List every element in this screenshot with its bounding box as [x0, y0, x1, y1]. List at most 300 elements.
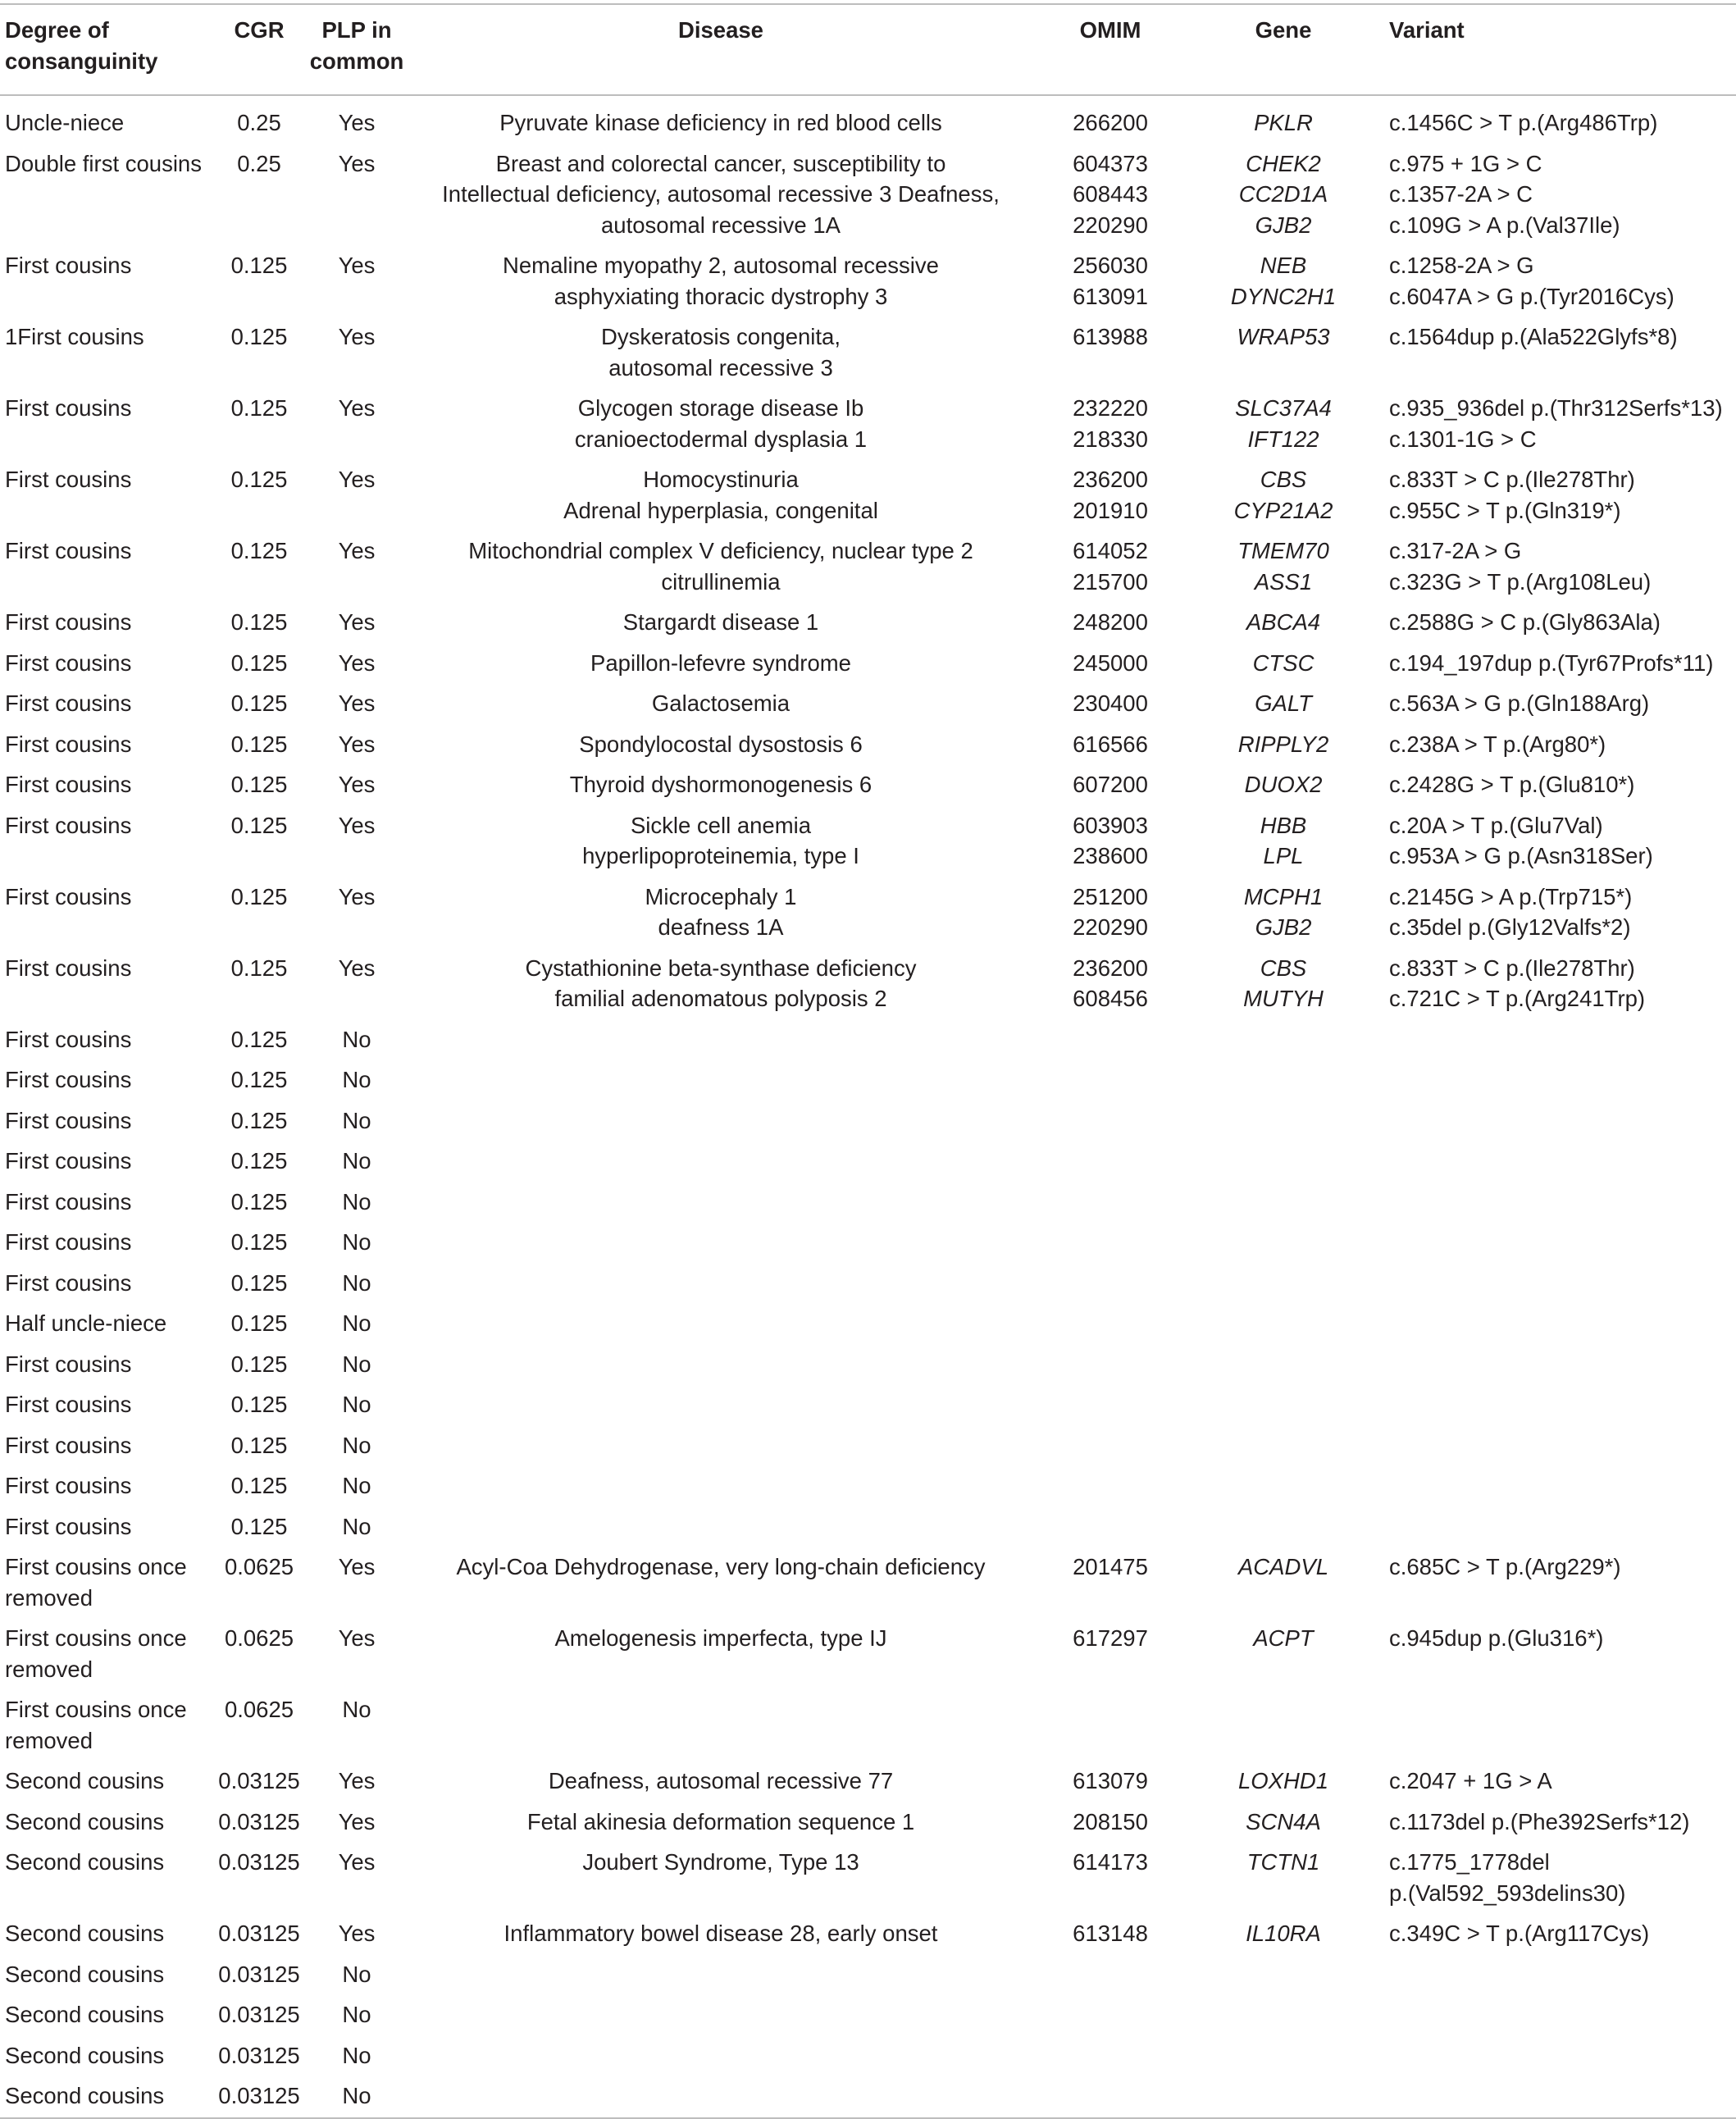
cell-disease: [407, 1547, 1035, 1619]
cell-disease: [407, 1914, 1035, 1955]
cell-degree-line: First cousins: [5, 1269, 132, 1296]
cell-gene: [1186, 1507, 1381, 1548]
table-row: [0, 603, 1736, 644]
cell-variant-line: c.953A > G p.(Asn318Ser): [1389, 843, 1653, 868]
cell-plp: Yes: [338, 772, 376, 797]
cell-disease-line: Inflammatory bowel disease 28, early onset: [503, 1921, 938, 1946]
table-row: [0, 1843, 1736, 1914]
cell-disease: [407, 1955, 1035, 1996]
cell-gene-line: SCN4A: [1246, 1808, 1321, 1834]
cell-disease: [407, 684, 1035, 725]
cell-gene-line: DYNC2H1: [1230, 283, 1337, 309]
table-row: [0, 1619, 1736, 1690]
header-omim: OMIM: [1079, 17, 1141, 43]
cell-variant-line: c.6047A > G p.(Tyr2016Cys): [1389, 283, 1674, 309]
cell-variant: [1381, 1466, 1736, 1507]
table-row: [0, 877, 1736, 949]
cell-plp: Yes: [338, 1554, 376, 1579]
cell-gene-line: CYP21A2: [1233, 497, 1333, 523]
cell-variant: [1381, 1619, 1736, 1690]
table-row: [0, 1914, 1736, 1955]
cell-omim-line: 236200: [1073, 955, 1148, 981]
table-row: [0, 1507, 1736, 1548]
table-body: [0, 95, 1736, 2118]
cell-degree: [0, 144, 212, 247]
cell-omim-line: 616566: [1073, 731, 1148, 757]
cell-omim-line: 215700: [1073, 568, 1148, 595]
cell-disease-line: citrullinemia: [661, 568, 781, 595]
cell-cgr: 0.125: [230, 955, 288, 981]
header-plp: [307, 4, 407, 95]
cell-gene-line: HBB: [1260, 812, 1307, 838]
cell-disease: [407, 1802, 1035, 1843]
cell-cgr: 0.125: [230, 1513, 288, 1539]
cell-gene-line: LOXHD1: [1237, 1768, 1329, 1793]
cell-disease: [407, 603, 1035, 644]
cell-omim: [1035, 2076, 1186, 2118]
cell-variant: [1381, 2036, 1736, 2077]
cell-cgr: 0.125: [230, 812, 288, 838]
cell-cgr: 0.125: [230, 609, 288, 635]
cell-gene: [1186, 2036, 1381, 2077]
cell-omim: [1035, 1619, 1186, 1690]
cell-omim: [1035, 603, 1186, 644]
cell-disease: [407, 1690, 1035, 1761]
cell-disease: [407, 1761, 1035, 1802]
cell-plp: No: [342, 1229, 371, 1255]
cell-omim: [1035, 1060, 1186, 1101]
cell-disease-line: autosomal recessive 1A: [601, 212, 841, 238]
cell-omim: [1035, 1385, 1186, 1426]
cell-variant-line: c.323G > T p.(Arg108Leu): [1389, 568, 1652, 595]
cell-omim: [1035, 1101, 1186, 1142]
cell-variant: [1381, 95, 1736, 144]
cell-degree-line: First cousins: [5, 609, 132, 635]
cell-gene-line: IL10RA: [1246, 1921, 1321, 1946]
cell-plp: Yes: [338, 812, 376, 838]
table-row: [0, 1345, 1736, 1386]
cell-variant: [1381, 684, 1736, 725]
cell-omim-line: 613079: [1073, 1768, 1148, 1793]
cell-gene: [1186, 1955, 1381, 1996]
cell-omim-line: 238600: [1073, 843, 1148, 868]
cell-omim-line: 232220: [1073, 395, 1148, 421]
cell-degree-line: Second cousins: [5, 2083, 165, 2108]
cell-omim-line: 603903: [1073, 812, 1148, 838]
cell-variant: [1381, 806, 1736, 877]
cell-disease-line: Breast and colorectal cancer, susceptibility to: [495, 150, 946, 176]
cell-gene: [1186, 1843, 1381, 1914]
cell-disease: [407, 806, 1035, 877]
header-degree-line2: consanguinity: [5, 48, 158, 74]
table-row: [0, 1690, 1736, 1761]
cell-omim: [1035, 1914, 1186, 1955]
cell-cgr: 0.03125: [218, 1921, 300, 1946]
cell-cgr: 0.125: [230, 1351, 288, 1377]
cell-degree: [0, 1995, 212, 2036]
cell-degree: [0, 806, 212, 877]
cell-omim: [1035, 644, 1186, 685]
cell-variant: [1381, 1843, 1736, 1914]
cell-variant: [1381, 725, 1736, 766]
cell-degree-line: removed: [5, 1584, 93, 1611]
cell-variant: [1381, 144, 1736, 247]
table-row: [0, 1020, 1736, 1061]
cell-variant: [1381, 1547, 1736, 1619]
cell-disease-line: Microcephaly 1: [645, 883, 797, 909]
cell-cgr: 0.125: [230, 1432, 288, 1458]
cell-plp: No: [342, 1188, 371, 1214]
cell-gene-line: CBS: [1260, 955, 1307, 981]
cell-degree-line: Second cousins: [5, 1768, 165, 1793]
cell-disease: [407, 2036, 1035, 2077]
cell-plp: Yes: [338, 1921, 376, 1946]
cell-disease: [407, 1101, 1035, 1142]
cell-disease: [407, 1385, 1035, 1426]
cell-variant: [1381, 1345, 1736, 1386]
cell-variant-line: c.685C > T p.(Arg229*): [1389, 1554, 1621, 1579]
cell-cgr: 0.125: [230, 324, 288, 349]
cell-plp: Yes: [338, 150, 376, 176]
cell-variant: [1381, 460, 1736, 531]
cell-degree: [0, 246, 212, 317]
cell-degree-line: First cousins once: [5, 1625, 187, 1651]
cell-gene: [1186, 95, 1381, 144]
cell-disease-line: Glycogen storage disease Ib: [577, 395, 864, 421]
cell-disease: [407, 1020, 1035, 1061]
cell-omim: [1035, 531, 1186, 603]
cell-variant: [1381, 2076, 1736, 2118]
cell-omim-line: 201910: [1073, 497, 1148, 523]
cell-variant-line: c.721C > T p.(Arg241Trp): [1389, 986, 1646, 1011]
header-cgr: CGR: [234, 17, 285, 43]
table-row: [0, 1995, 1736, 2036]
header-gene: Gene: [1255, 17, 1312, 43]
cell-omim: [1035, 725, 1186, 766]
cell-degree: [0, 1223, 212, 1264]
cell-disease: [407, 1619, 1035, 1690]
cell-variant: [1381, 246, 1736, 317]
cell-variant-line: p.(Val592_593delins30): [1389, 1880, 1626, 1906]
table-row: [0, 644, 1736, 685]
cell-variant: [1381, 1142, 1736, 1183]
cell-gene: [1186, 1101, 1381, 1142]
cell-disease: [407, 765, 1035, 806]
cell-gene-line: TCTN1: [1246, 1849, 1320, 1875]
cell-degree-line: First cousins: [5, 1513, 132, 1539]
cell-degree-line: Second cousins: [5, 1808, 165, 1834]
cell-omim: [1035, 949, 1186, 1020]
cell-omim-line: 208150: [1073, 1808, 1148, 1834]
cell-degree: [0, 1955, 212, 1996]
cell-disease-line: Acyl-Coa Dehydrogenase, very long-chain deficiency: [456, 1554, 986, 1579]
cell-plp: No: [342, 1473, 371, 1498]
cell-plp: Yes: [338, 324, 376, 349]
header-row: [0, 4, 1736, 95]
cell-plp: Yes: [338, 609, 376, 635]
cell-omim: [1035, 1466, 1186, 1507]
cell-gene: [1186, 949, 1381, 1020]
cell-cgr: 0.125: [230, 1229, 288, 1255]
cell-degree: [0, 1802, 212, 1843]
table-row: [0, 2076, 1736, 2118]
cell-cgr: 0.25: [237, 110, 281, 135]
cell-degree-line: First cousins once: [5, 1554, 187, 1579]
cell-omim: [1035, 1547, 1186, 1619]
cell-disease: [407, 1507, 1035, 1548]
cell-degree-line: First cousins: [5, 1107, 132, 1133]
cell-cgr: 0.125: [230, 253, 288, 278]
cell-variant: [1381, 1101, 1736, 1142]
cell-gene: [1186, 246, 1381, 317]
cell-degree-line: Second cousins: [5, 1921, 165, 1946]
cell-omim: [1035, 1995, 1186, 2036]
cell-variant: [1381, 1507, 1736, 1548]
table-row: [0, 765, 1736, 806]
cell-gene: [1186, 460, 1381, 531]
cell-plp: No: [342, 1107, 371, 1133]
cell-variant-line: c.1775_1778del: [1389, 1849, 1550, 1875]
cell-variant: [1381, 531, 1736, 603]
cell-cgr: 0.125: [230, 731, 288, 757]
table-row: [0, 1223, 1736, 1264]
cell-disease-line: Joubert Syndrome, Type 13: [582, 1849, 859, 1875]
cell-degree-line: Second cousins: [5, 2042, 165, 2068]
cell-variant: [1381, 1914, 1736, 1955]
cell-degree-line: First cousins: [5, 772, 132, 797]
cell-variant: [1381, 1995, 1736, 2036]
cell-gene-line: NEB: [1260, 253, 1307, 278]
cell-variant: [1381, 1060, 1736, 1101]
table-row: [0, 1466, 1736, 1507]
table-row: [0, 1101, 1736, 1142]
cell-omim-line: 220290: [1073, 212, 1148, 238]
cell-omim-line: 608456: [1073, 986, 1148, 1011]
cell-variant-line: c.935_936del p.(Thr312Serfs*13): [1389, 395, 1723, 421]
cell-disease-line: Papillon-lefevre syndrome: [590, 649, 851, 676]
cell-omim: [1035, 877, 1186, 949]
cell-plp: No: [342, 2083, 371, 2108]
cell-degree-line: removed: [5, 1656, 93, 1682]
cell-degree-line: First cousins: [5, 1473, 132, 1498]
cell-cgr: 0.125: [230, 649, 288, 676]
cell-cgr: 0.125: [230, 1148, 288, 1173]
cell-gene: [1186, 1020, 1381, 1061]
table-row: [0, 531, 1736, 603]
table-row: [0, 725, 1736, 766]
cell-cgr: 0.125: [230, 538, 288, 563]
cell-variant-line: c.1456C > T p.(Arg486Trp): [1389, 110, 1658, 135]
cell-gene: [1186, 603, 1381, 644]
cell-plp: Yes: [338, 1808, 376, 1834]
cell-cgr: 0.25: [237, 150, 281, 176]
cell-disease: [407, 949, 1035, 1020]
cell-omim: [1035, 765, 1186, 806]
table-row: [0, 1183, 1736, 1224]
cell-degree: [0, 1761, 212, 1802]
cell-degree: [0, 1466, 212, 1507]
cell-disease-line: Cystathionine beta-synthase deficiency: [525, 955, 917, 981]
cell-degree: [0, 684, 212, 725]
cell-omim: [1035, 1843, 1186, 1914]
cell-disease-line: cranioectodermal dysplasia 1: [574, 426, 868, 452]
cell-omim-line: 230400: [1073, 690, 1148, 716]
cell-degree: [0, 1345, 212, 1386]
cell-disease: [407, 1142, 1035, 1183]
cell-disease-line: Galactosemia: [651, 690, 791, 716]
cell-gene: [1186, 317, 1381, 389]
cell-plp: Yes: [338, 955, 376, 981]
cell-gene: [1186, 1547, 1381, 1619]
cell-omim: [1035, 144, 1186, 247]
cell-plp: Yes: [338, 690, 376, 716]
table-row: [0, 317, 1736, 389]
cell-degree-line: First cousins: [5, 467, 132, 492]
cell-variant: [1381, 1426, 1736, 1467]
cell-cgr: 0.125: [230, 883, 288, 909]
cell-degree-line: First cousins: [5, 538, 132, 563]
cell-gene: [1186, 806, 1381, 877]
cell-gene-line: MUTYH: [1243, 986, 1324, 1011]
cell-omim: [1035, 806, 1186, 877]
cell-disease-line: autosomal recessive 3: [608, 354, 833, 381]
cell-omim-line: 607200: [1073, 772, 1148, 797]
table-row: [0, 1955, 1736, 1996]
cell-disease: [407, 1426, 1035, 1467]
cell-disease-line: deafness 1A: [658, 914, 784, 940]
cell-gene-line: MCPH1: [1243, 883, 1324, 909]
cell-variant: [1381, 1802, 1736, 1843]
cell-disease: [407, 1264, 1035, 1305]
cell-degree-line: First cousins: [5, 1392, 132, 1417]
cell-plp: Yes: [338, 538, 376, 563]
cell-plp: Yes: [338, 1625, 376, 1651]
cell-gene-line: SLC37A4: [1235, 395, 1332, 421]
cell-gene-line: GALT: [1255, 690, 1312, 716]
cell-omim-line: 218330: [1073, 426, 1148, 452]
cell-degree: [0, 1060, 212, 1101]
table-row: [0, 1304, 1736, 1345]
cell-variant-line: c.317-2A > G: [1389, 538, 1522, 563]
cell-gene-line: GJB2: [1255, 212, 1312, 238]
cell-gene: [1186, 1690, 1381, 1761]
cell-variant-line: c.833T > C p.(Ile278Thr): [1389, 955, 1635, 981]
cell-degree: [0, 1101, 212, 1142]
cell-gene-line: ASS1: [1254, 568, 1313, 595]
cell-omim: [1035, 1264, 1186, 1305]
cell-variant-line: c.1173del p.(Phe392Serfs*12): [1389, 1808, 1690, 1834]
cell-cgr: 0.125: [230, 1310, 288, 1336]
cell-plp: No: [342, 1351, 371, 1377]
cell-omim: [1035, 684, 1186, 725]
table-row: [0, 1264, 1736, 1305]
cell-plp: No: [342, 1269, 371, 1296]
cell-degree: [0, 1843, 212, 1914]
table-row: [0, 684, 1736, 725]
cell-omim: [1035, 1223, 1186, 1264]
cell-omim-line: 604373: [1073, 150, 1148, 176]
cell-disease-line: Intellectual deficiency, autosomal recessive 3 Deafness,: [442, 181, 1000, 207]
cell-disease: [407, 1843, 1035, 1914]
cell-gene: [1186, 1761, 1381, 1802]
cell-omim-line: 245000: [1073, 649, 1148, 676]
cell-degree-line: First cousins: [5, 883, 132, 909]
cell-plp: Yes: [338, 467, 376, 492]
table-row: [0, 806, 1736, 877]
table-row: [0, 1426, 1736, 1467]
header-disease: Disease: [678, 17, 763, 43]
cell-disease: [407, 644, 1035, 685]
cell-variant-line: c.975 + 1G > C: [1389, 150, 1542, 176]
cell-disease-line: Stargardt disease 1: [622, 609, 819, 635]
cell-disease-line: Mitochondrial complex V deficiency, nuclear type 2: [468, 538, 973, 563]
cell-variant-line: c.945dup p.(Glu316*): [1389, 1625, 1604, 1651]
cell-degree-line: First cousins: [5, 1026, 132, 1052]
cell-omim: [1035, 1183, 1186, 1224]
cell-omim-line: 613988: [1073, 324, 1148, 349]
cell-omim-line: 248200: [1073, 609, 1148, 635]
cell-omim: [1035, 1507, 1186, 1548]
cell-plp: Yes: [338, 1849, 376, 1875]
cell-gene: [1186, 684, 1381, 725]
cell-omim-line: 201475: [1073, 1554, 1148, 1579]
cell-cgr: 0.03125: [218, 1849, 300, 1875]
cell-variant-line: c.1357-2A > C: [1389, 181, 1533, 207]
cell-degree-line: First cousins: [5, 1351, 132, 1377]
table-row: [0, 246, 1736, 317]
cell-omim-line: 617297: [1073, 1625, 1148, 1651]
cell-plp: No: [342, 2042, 371, 2068]
cell-variant: [1381, 949, 1736, 1020]
cell-disease: [407, 1466, 1035, 1507]
cell-omim-line: 608443: [1073, 181, 1148, 207]
cell-gene-line: RIPPLY2: [1237, 731, 1329, 757]
cell-disease: [407, 1304, 1035, 1345]
cell-variant: [1381, 389, 1736, 460]
cell-variant: [1381, 1761, 1736, 1802]
cell-degree: [0, 949, 212, 1020]
cell-gene: [1186, 1223, 1381, 1264]
cell-gene-line: PKLR: [1254, 110, 1313, 135]
cell-gene: [1186, 1264, 1381, 1305]
cell-omim-line: 614052: [1073, 538, 1148, 563]
cell-cgr: 0.125: [230, 1269, 288, 1296]
cell-omim-line: 613091: [1073, 283, 1148, 309]
cell-omim: [1035, 246, 1186, 317]
cell-omim: [1035, 1142, 1186, 1183]
table-row: [0, 2036, 1736, 2077]
cell-plp: Yes: [338, 110, 376, 135]
cell-degree-line: First cousins: [5, 1067, 132, 1092]
table-row: [0, 144, 1736, 247]
cell-degree: [0, 317, 212, 389]
cell-degree-line: First cousins: [5, 1432, 132, 1458]
cell-variant-line: c.35del p.(Gly12Valfs*2): [1389, 914, 1631, 940]
cell-gene: [1186, 725, 1381, 766]
cell-disease-line: Homocystinuria: [643, 467, 799, 492]
cell-plp: No: [342, 1392, 371, 1417]
cell-plp: Yes: [338, 253, 376, 278]
cell-variant-line: c.2428G > T p.(Glu810*): [1389, 772, 1635, 797]
cell-omim: [1035, 1345, 1186, 1386]
cell-variant-line: c.349C > T p.(Arg117Cys): [1389, 1921, 1650, 1946]
cell-degree: [0, 1619, 212, 1690]
cell-plp: No: [342, 1961, 371, 1987]
cell-disease-line: Spondylocostal dysostosis 6: [579, 731, 863, 757]
cell-omim: [1035, 2036, 1186, 2077]
table-row: [0, 1385, 1736, 1426]
cell-gene-line: CHEK2: [1246, 150, 1321, 176]
